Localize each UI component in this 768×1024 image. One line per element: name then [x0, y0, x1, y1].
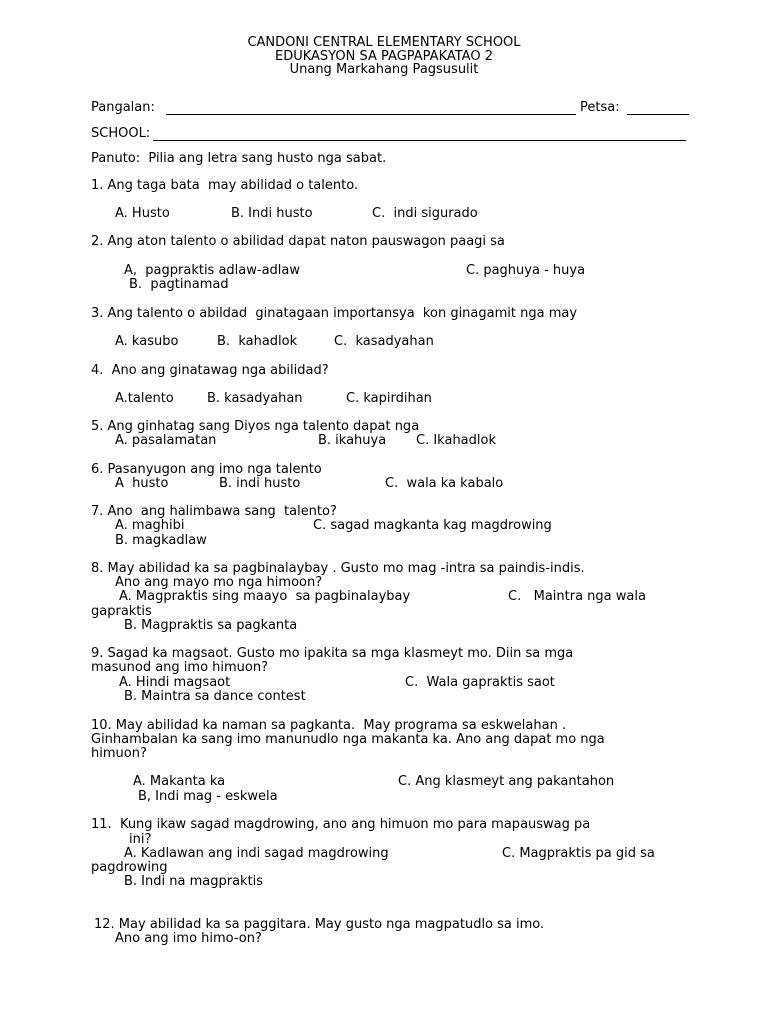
question-stem: 3. Ang talento o abildad ginatagaan importansya kon ginagamit nga may — [91, 306, 578, 321]
choice-c[interactable]: C. kapirdihan — [346, 391, 432, 406]
choice-c[interactable]: C. paghuya - huya — [466, 263, 586, 278]
question-stem: 4. Ano ang ginatawag nga abilidad? — [91, 363, 329, 378]
question-stem: 7. Ano ang halimbawa sang talento? — [91, 504, 337, 519]
choice-c[interactable]: C. Maintra nga wala — [508, 589, 646, 604]
choice-a[interactable]: A.talento — [115, 391, 174, 406]
choice-b[interactable]: B. Maintra sa dance contest — [124, 689, 306, 704]
question-stem: 2. Ang aton talento o abilidad dapat naton pauswagon paagi sa — [91, 234, 505, 249]
school-field[interactable] — [153, 140, 686, 141]
choice-a[interactable]: A, pagpraktis adlaw-adlaw — [124, 263, 301, 278]
name-label: Pangalan: — [91, 100, 155, 115]
choice-b[interactable]: B. ikahuya — [318, 433, 387, 448]
choice-c[interactable]: C. Ikahadlok — [416, 433, 496, 448]
choice-c[interactable]: C. Ang klasmeyt ang pakantahon — [398, 774, 615, 789]
date-field[interactable] — [627, 114, 689, 115]
choice-b[interactable]: B. magkadlaw — [115, 533, 207, 548]
question-stem: 12. May abilidad ka sa paggitara. May gusto nga magpatudlo sa imo. — [94, 917, 545, 932]
choice-c-cont: pagdrowing — [91, 860, 168, 875]
question-stem: 5. Ang ginhatag sang Diyos nga talento dapat nga — [91, 419, 420, 434]
question-stem: 6. Pasanyugon ang imo nga talento — [91, 462, 322, 477]
choice-b[interactable]: B. pagtinamad — [129, 277, 229, 292]
school-name: CANDONI CENTRAL ELEMENTARY SCHOOL — [247, 35, 521, 50]
choice-a[interactable]: A. Husto — [115, 206, 170, 221]
choice-b[interactable]: B, Indi mag - eskwela — [138, 789, 278, 804]
choice-b[interactable]: B. Indi husto — [231, 206, 313, 221]
choice-c[interactable]: C. indi sigurado — [372, 206, 478, 221]
question-stem: 1. Ang taga bata may abilidad o talento. — [91, 178, 359, 193]
question-stem-cont: Ginhambalan ka sang imo manunudlo nga makanta ka. Ano ang dapat mo nga — [91, 732, 605, 747]
question-stem: 9. Sagad ka magsaot. Gusto mo ipakita sa mga klasmeyt mo. Diin sa mga — [91, 646, 574, 661]
choice-a[interactable]: A. Magpraktis sing maayo sa pagbinalaybay — [119, 589, 411, 604]
choice-c[interactable]: C. Magpraktis pa gid sa — [502, 846, 655, 861]
question-stem-cont: ini? — [129, 832, 152, 847]
choice-b[interactable]: B. kasadyahan — [207, 391, 303, 406]
subject-title: EDUKASYON SA PAGPAPAKATAO 2 — [275, 49, 493, 64]
question-stem-cont: Ano ang mayo mo nga himoon? — [115, 575, 323, 590]
choice-a[interactable]: A. pasalamatan — [115, 433, 217, 448]
choice-c[interactable]: C. sagad magkanta kag magdrowing — [313, 518, 552, 533]
choice-a[interactable]: A. Makanta ka — [133, 774, 226, 789]
name-field[interactable] — [166, 114, 576, 115]
question-stem: 11. Kung ikaw sagad magdrowing, ano ang himuon mo para mapauswag pa — [91, 817, 591, 832]
choice-c[interactable]: C. Wala gapraktis saot — [405, 675, 555, 690]
choice-a[interactable]: A. kasubo — [115, 334, 179, 349]
question-stem-cont: Ano ang imo himo-on? — [115, 931, 262, 946]
question-stem-cont: masunod ang imo himuon? — [91, 660, 269, 675]
date-label: Petsa: — [580, 100, 620, 115]
choice-c-cont: gapraktis — [91, 604, 152, 619]
question-stem: 10. May abilidad ka naman sa pagkanta. May programa sa eskwelahan . — [91, 718, 567, 733]
choice-a[interactable]: A. Kadlawan ang indi sagad magdrowing — [124, 846, 389, 861]
choice-b[interactable]: B. Magpraktis sa pagkanta — [124, 618, 298, 633]
instructions: Panuto: Pilia ang letra sang husto nga sabat. — [91, 151, 387, 166]
choice-b[interactable]: B. indi husto — [219, 476, 301, 491]
choice-a[interactable]: A. maghibi — [115, 518, 185, 533]
question-stem: 8. May abilidad ka sa pagbinalaybay . Gusto mo mag -intra sa paindis-indis. — [91, 561, 585, 576]
choice-a[interactable]: A husto — [115, 476, 169, 491]
choice-b[interactable]: B. kahadlok — [217, 334, 298, 349]
question-stem-cont: himuon? — [91, 746, 147, 761]
choice-b[interactable]: B. Indi na magpraktis — [124, 874, 264, 889]
exam-title: Unang Markahang Pagsusulit — [289, 62, 479, 77]
choice-c[interactable]: C. kasadyahan — [334, 334, 434, 349]
school-label: SCHOOL: — [91, 126, 151, 141]
choice-c[interactable]: C. wala ka kabalo — [385, 476, 504, 491]
choice-a[interactable]: A. Hindi magsaot — [119, 675, 231, 690]
